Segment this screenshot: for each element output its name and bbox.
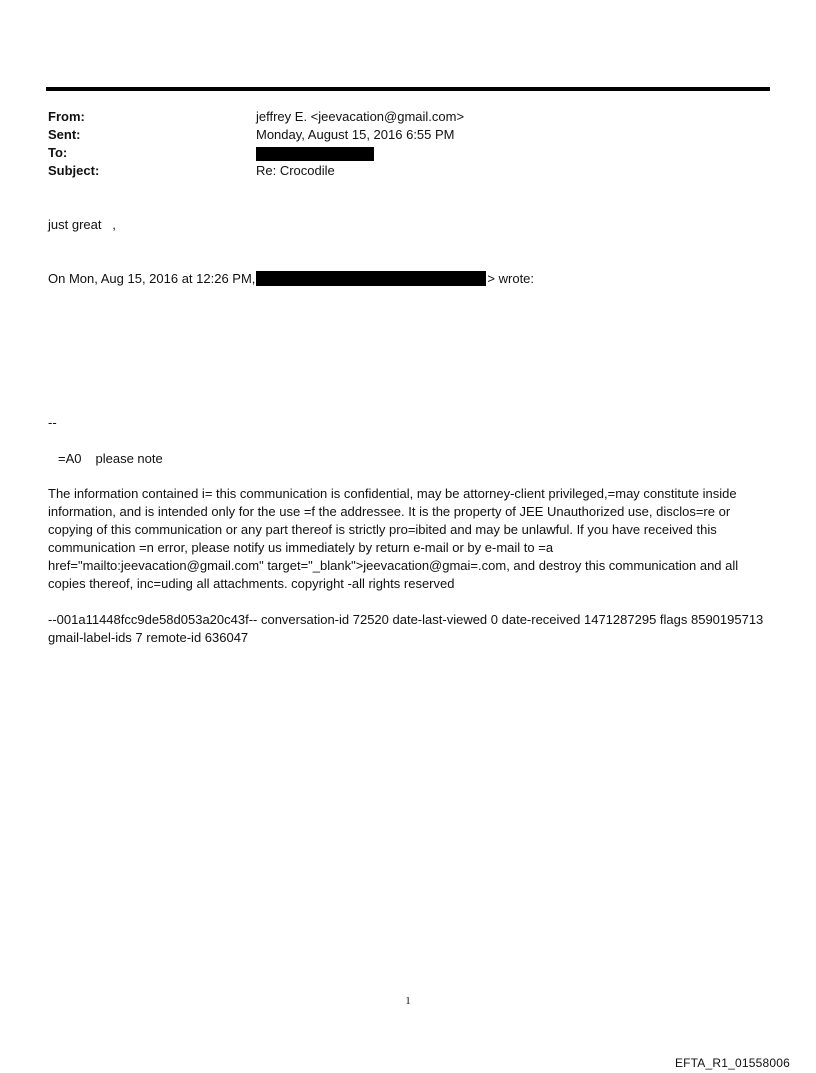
to-redaction-block	[256, 147, 374, 161]
from-row	[48, 108, 748, 126]
email-header	[48, 108, 748, 180]
document-id: EFTA_R1_01558006	[674, 1056, 790, 1070]
quote-suffix: > wrote:	[487, 271, 535, 286]
greeting-line: just great ,	[48, 217, 116, 232]
note-code: =A0	[58, 451, 82, 466]
sender-redaction-block	[256, 271, 486, 286]
from-value: jeffrey E. <jeevacation@gmail.com>	[256, 109, 465, 124]
to-label: To:	[48, 145, 68, 160]
to-row	[48, 144, 748, 162]
to-value	[256, 144, 748, 162]
sent-label: Sent:	[48, 127, 81, 142]
page-number: 1	[405, 995, 411, 1007]
quote-prefix: On Mon, Aug 15, 2016 at 12:26 PM,	[48, 271, 256, 286]
header-divider	[46, 87, 770, 91]
subject-row	[48, 162, 748, 180]
subject-label: Subject:	[48, 163, 100, 178]
confidentiality-disclaimer: The information contained i= this communication is confidential, may be attorney-client privileged,=may constitute inside information, and is intended only for the use =f the addressee. It is the property of JEE Unauthorized use, disclos=re or copying of this communication or any part thereof is strictly pro=ibited and may be unlawful. If you have received this communication =n error, please notify us immediately by return e-mail or by e-mail to =a href="mailto:jeevacation@gmail.com" target="_blank">jeevacation@gmai=.com, and destroy this communication and all copies thereof, inc=uding all attachments. copyright -all rights reserved	[48, 486, 739, 591]
signature-separator: --	[48, 415, 57, 430]
quote-header-line	[48, 270, 534, 288]
note-text: please note	[95, 451, 163, 466]
sent-row	[48, 126, 748, 144]
subject-value: Re: Crocodile	[256, 163, 335, 178]
from-label: From:	[48, 109, 85, 124]
message-metadata: --001a11448fcc9de58d053a20c43f-- conversation-id 72520 date-last-viewed 0 date-received 1471287295 flags 8590195713 gmail-label-ids 7 remote-id 636047	[48, 612, 764, 645]
sent-value: Monday, August 15, 2016 6:55 PM	[256, 127, 455, 142]
note-line	[48, 450, 163, 468]
